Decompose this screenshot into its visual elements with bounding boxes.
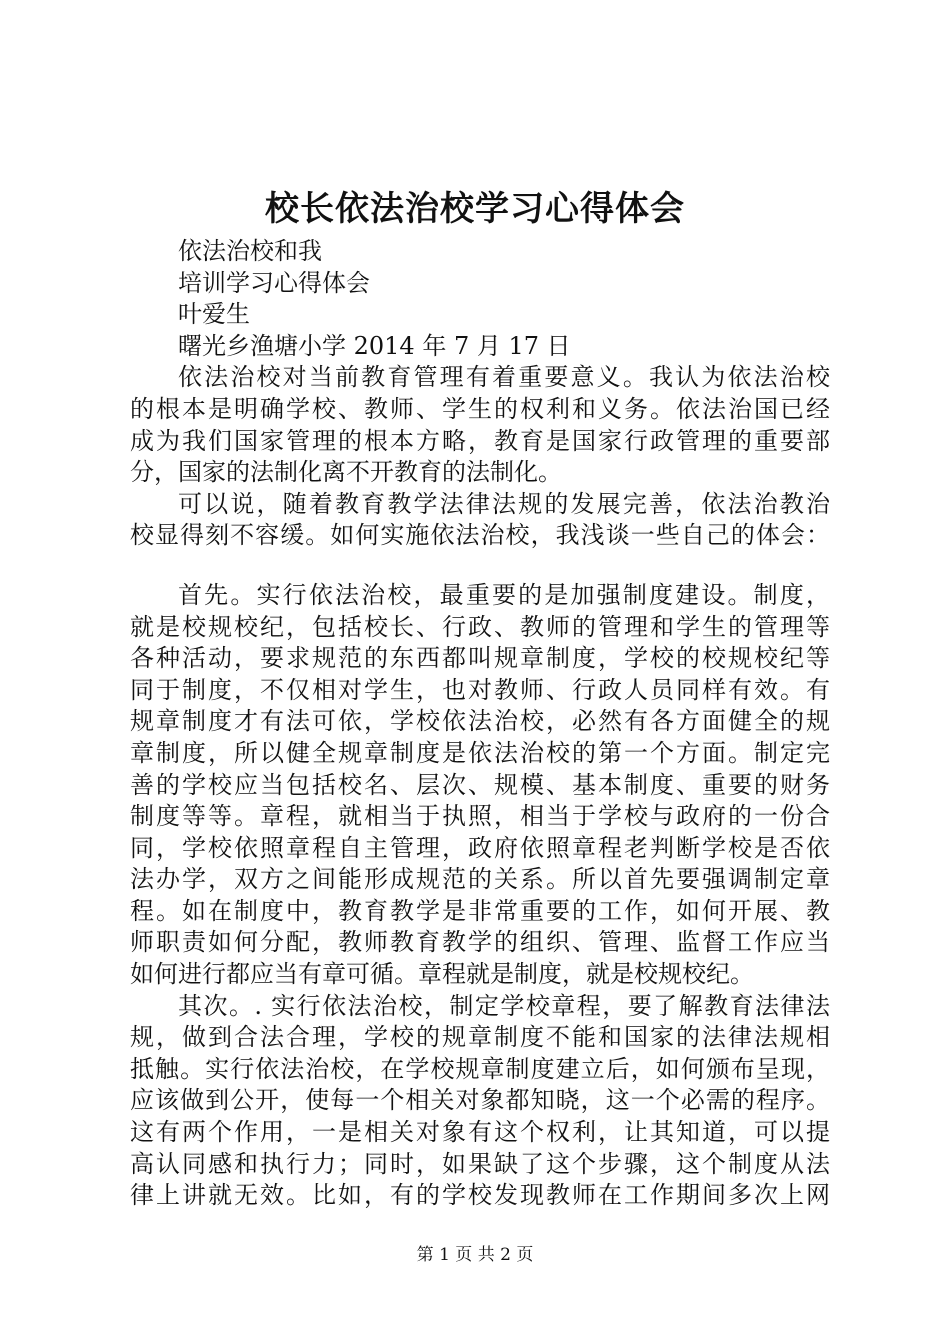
paragraph-line: 应该做到公开，使每一个相关对象都知晓，这一个必需的程序。 xyxy=(130,1086,830,1115)
paragraph-line: 就是校规校纪，包括校长、行政、教师的管理和学生的管理等 xyxy=(130,612,830,641)
paragraph-line: 同，学校依照章程自主管理，政府依照章程老判断学校是否依 xyxy=(130,833,830,862)
author-name: 叶爱生 xyxy=(178,300,250,329)
paragraph-line: 律上讲就无效。比如，有的学校发现教师在工作期间多次上网 xyxy=(130,1181,830,1210)
document-title: 校长依法治校学习心得体会 xyxy=(265,189,685,229)
paragraph-line: 高认同感和执行力；同时，如果缺了这个步骤，这个制度从法 xyxy=(130,1149,830,1178)
paragraph-line: 章制度，所以健全规章制度是依法治校的第一个方面。制定完 xyxy=(130,738,830,767)
paragraph-line: 分，国家的法制化离不开教育的法制化。 xyxy=(130,458,562,487)
paragraph xyxy=(130,580,830,991)
page-number-footer: 第 1 页 共 2 页 xyxy=(416,1245,534,1265)
blank-line xyxy=(130,552,830,580)
paragraph-line: 师职责如何分配，教师教育教学的组织、管理、监督工作应当 xyxy=(130,928,830,957)
paragraph-line: 可以说，随着教育教学法律法规的发展完善，依法治教治 xyxy=(178,489,830,518)
paragraph-line: 同于制度，不仅相对学生，也对教师、行政人员同样有效。有 xyxy=(130,675,830,704)
header-line: 培训学习心得体会 xyxy=(178,268,370,297)
paragraph-line: 法办学，双方之间能形成规范的关系。所以首先要强调制定章 xyxy=(130,865,830,894)
header-line: 依法治校和我 xyxy=(178,237,322,265)
paragraph-line: 各种活动，要求规范的东西都叫规章制度，学校的校规校纪等 xyxy=(130,644,830,673)
paragraph-line: 校显得刻不容缓。如何实施依法治校，我浅谈一些自己的体会： xyxy=(130,521,830,550)
paragraph-line: 成为我们国家管理的根本方略，教育是国家行政管理的重要部 xyxy=(130,426,830,455)
paragraph-line: 依法治校对当前教育管理有着重要意义。我认为依法治校 xyxy=(178,363,830,392)
paragraph xyxy=(130,991,830,1212)
paragraph-line: 的根本是明确学校、教师、学生的权利和义务。依法治国已经 xyxy=(130,394,830,423)
paragraph-line: 制度等等。章程，就相当于执照，相当于学校与政府的一份合 xyxy=(130,802,830,831)
paragraph-line: 其次。. 实行依法治校，制定学校章程，要了解教育法律法 xyxy=(178,991,830,1020)
paragraph-line: 首先。实行依法治校，最重要的是加强制度建设。制度， xyxy=(178,580,830,609)
author-school-date: 曙光乡渔塘小学 2014 年 7 月 17 日 xyxy=(178,331,571,360)
paragraph-line: 规章制度才有法可依，学校依法治校，必然有各方面健全的规 xyxy=(130,707,830,736)
paragraph-line: 善的学校应当包括校名、层次、规模、基本制度、重要的财务 xyxy=(130,770,830,799)
paragraph-line: 这有两个作用，一是相关对象有这个权利，让其知道，可以提 xyxy=(130,1118,830,1147)
paragraph-line: 如何进行都应当有章可循。章程就是制度，就是校规校纪。 xyxy=(130,960,754,989)
paragraph-line: 抵触。实行依法治校，在学校规章制度建立后，如何颁布呈现， xyxy=(130,1054,830,1083)
document-body xyxy=(130,236,830,1212)
paragraph-line: 程。如在制度中，教育教学是非常重要的工作，如何开展、教 xyxy=(130,896,830,925)
paragraph xyxy=(130,489,830,552)
paragraph xyxy=(130,362,830,488)
paragraph-line: 规，做到合法合理，学校的规章制度不能和国家的法律法规相 xyxy=(130,1023,830,1052)
